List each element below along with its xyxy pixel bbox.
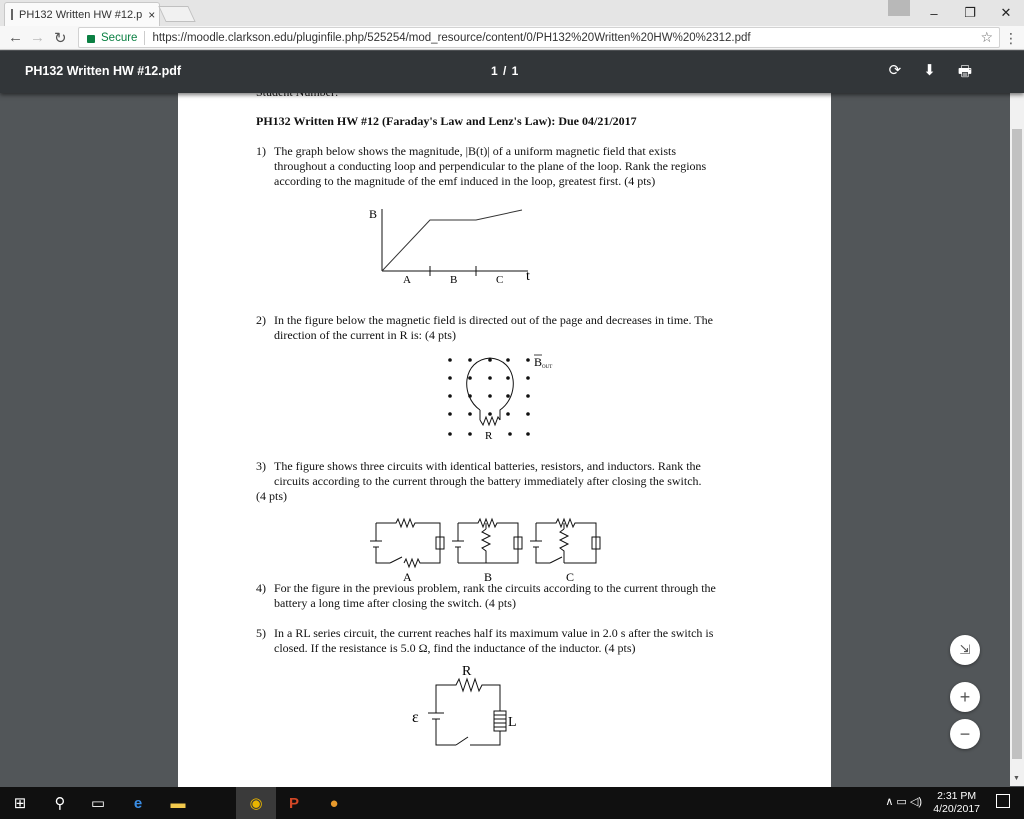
graph-b-vs-t (368, 203, 538, 288)
windows-start-icon[interactable]: ⊞ (13, 795, 27, 812)
circuit-b-label: B (484, 570, 493, 584)
rotate-icon[interactable]: ⟳ (888, 62, 902, 79)
forward-icon[interactable]: → (30, 29, 45, 46)
profile-icon[interactable] (888, 0, 910, 16)
chrome-menu-icon[interactable]: ⋮ (1004, 30, 1018, 46)
b-out-label: B (534, 355, 543, 369)
emf-label: ε (412, 709, 419, 726)
tab-strip (0, 0, 1024, 26)
region-c-label: C (496, 274, 504, 286)
rl-resistor-label: R (462, 664, 472, 679)
clock-time: 2:31 PM (937, 790, 977, 802)
graph-y-label: B (369, 207, 378, 221)
notification-icon[interactable] (996, 794, 1010, 808)
back-icon[interactable]: ← (8, 29, 23, 46)
document-icon (11, 9, 13, 20)
app-icon[interactable]: ● (329, 794, 339, 812)
minimize-icon[interactable]: – (930, 5, 938, 21)
page-title: PH132 Written HW #12 (Faraday's Law and Lenz's Law): Due 04/21/2017 (256, 114, 637, 128)
question-3: 3) The figure shows three circuits with identical batteries, resistors, and inductors. Rank the circuits according to the current through the battery immediately after closing the switch. (4 pts) (256, 459, 702, 503)
task-view-icon[interactable]: ▭ (90, 795, 106, 812)
circuit-c-label: C (566, 570, 575, 584)
powerpoint-icon[interactable]: P (288, 794, 299, 812)
svg-text:OUT: OUT (542, 365, 553, 370)
region-a-label: A (403, 274, 411, 286)
three-circuits-figure (368, 511, 618, 583)
page-indicator[interactable]: 1 / 1 (491, 64, 520, 78)
lock-icon (87, 35, 95, 43)
url-text[interactable]: https://moodle.clarkson.edu/pluginfile.php/525254/mod_resource/content/0/PH132%20Written%20HW%20%2312.pdf (152, 31, 751, 44)
region-b-label: B (450, 274, 458, 286)
taskbar (0, 787, 1024, 819)
browser-toolbar (0, 26, 1024, 50)
rl-circuit-figure (404, 665, 554, 760)
pdf-page (178, 93, 831, 787)
graph-x-label: t (526, 269, 530, 284)
download-icon[interactable]: ⬇ (923, 62, 936, 79)
tab-title: PH132 Written HW #12.p (19, 8, 143, 21)
chrome-icon[interactable]: ◉ (236, 787, 276, 819)
browser-tab[interactable] (4, 2, 160, 26)
file-explorer-icon[interactable]: ▬ (170, 794, 186, 812)
scroll-thumb[interactable] (1012, 129, 1022, 759)
tab-close-icon[interactable]: × (148, 7, 156, 22)
zoom-in-button[interactable]: + (950, 682, 980, 712)
print-icon[interactable]: 🖶 (957, 63, 972, 80)
resistor-r-label: R (485, 430, 493, 442)
restore-icon[interactable]: ❐ (964, 5, 976, 20)
edge-icon[interactable]: e (133, 794, 143, 812)
pdf-file-name: PH132 Written HW #12.pdf (25, 64, 182, 78)
question-2: 2) In the figure below the magnetic field is directed out of the page and decreases in time. The direction of the current in R is: (4 pts) (256, 313, 713, 342)
question-4: 4) For the figure in the previous problem, rank the circuits according to the current through the battery a long time after closing the switch. (4 pts) (256, 581, 716, 610)
system-tray-icons[interactable]: ∧ ▭ ◁) (885, 796, 922, 808)
address-bar[interactable] (78, 27, 1000, 48)
page-scrollbar[interactable] (1010, 51, 1024, 786)
zoom-out-button[interactable]: − (950, 719, 980, 749)
scroll-down-icon[interactable]: ▼ (1013, 775, 1020, 782)
search-icon[interactable]: ⚲ (54, 795, 66, 812)
close-window-icon[interactable]: ✕ (1000, 5, 1012, 20)
new-tab-button[interactable] (158, 6, 195, 22)
clock-date: 4/20/2017 (933, 803, 980, 815)
bookmark-star-icon[interactable]: ☆ (980, 29, 993, 45)
fit-page-button[interactable]: ⇲ (950, 635, 980, 665)
pdf-toolbar (0, 51, 1024, 93)
loop-in-field-figure (440, 348, 570, 448)
reload-icon[interactable]: ↻ (54, 30, 67, 47)
question-5: 5) In a RL series circuit, the current reaches half its maximum value in 2.0 s after the switch is closed. If the resistance is 5.0 Ω, find the inductance of the inductor. (4 pts) (256, 626, 714, 655)
circuit-a-label: A (403, 570, 412, 584)
inductor-label: L (508, 715, 517, 730)
clock[interactable] (933, 790, 980, 816)
question-1: 1) The graph below shows the magnitude, |B(t)| of a uniform magnetic field that exists throughout a conducting loop and perpendicular to the plane of the loop. Rank the regions according to the magnitude of the emf induced in the loop, greatest first. (4 pts) (256, 144, 707, 188)
secure-label: Secure (101, 31, 138, 44)
